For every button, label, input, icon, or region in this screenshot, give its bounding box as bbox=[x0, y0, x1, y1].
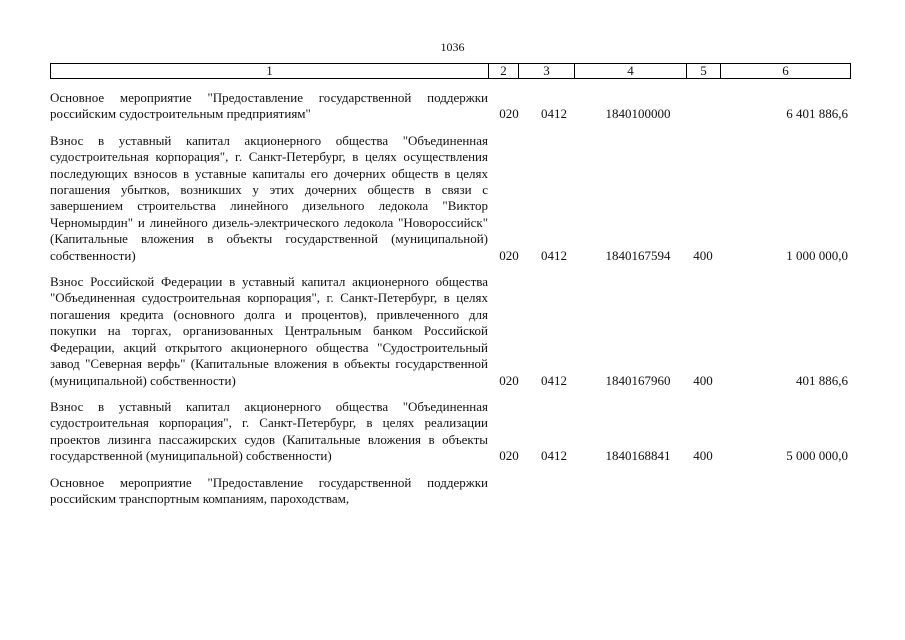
row-description: Взнос Российской Федерации в уставный капитал акционерного общества "Объединенная судостроительная корпорация", г. Санкт-Петербург, в целях погашения кредита (основного долга и процентов), привлеченного для покупки на торгах, организованных Центральным банком Российской Федерации, акций открытого акционерного общества "Судостроительный завод "Северная верфь" (Капитальные вложения в объекты государственной (муниципальной) собственности) bbox=[50, 274, 488, 388]
table-row bbox=[50, 274, 850, 389]
page-number: 1036 bbox=[440, 40, 465, 54]
table-row bbox=[50, 133, 850, 264]
row-amount: 5 000 000,0 bbox=[786, 448, 848, 464]
row-expense-type: 400 bbox=[693, 372, 713, 388]
row-section-code: 0412 bbox=[541, 247, 567, 263]
table-row bbox=[50, 90, 850, 123]
row-amount: 1 000 000,0 bbox=[786, 247, 848, 263]
column-header-2: 2 bbox=[489, 64, 519, 79]
row-description: Взнос в уставный капитал акционерного общества "Объединенная судостроительная корпорация", г. Санкт-Петербург, в целях осуществления последующих взносов в уставные капиталы его дочерних обществ в целях погашения убытков, возникших у этих дочерних обществ в связи с завершением строительства линейного дизельного ледокола "Виктор Черномырдин" и линейного дизель-электрического ледокола "Новороссийск" (Капитальные вложения в объекты государственной (муниципальной) собственности) bbox=[50, 132, 488, 263]
row-ministry-code: 020 bbox=[499, 372, 519, 388]
column-header-table bbox=[50, 63, 851, 79]
column-header-row bbox=[51, 64, 851, 79]
row-ministry-code: 020 bbox=[499, 247, 519, 263]
row-expense-type: 400 bbox=[693, 247, 713, 263]
row-ministry-code: 020 bbox=[499, 448, 519, 464]
row-section-code: 0412 bbox=[541, 106, 567, 122]
table-row bbox=[50, 399, 850, 465]
row-expense-type: 400 bbox=[693, 448, 713, 464]
row-amount: 6 401 886,6 bbox=[786, 106, 848, 122]
row-section-code: 0412 bbox=[541, 448, 567, 464]
row-section-code: 0412 bbox=[541, 372, 567, 388]
row-description: Основное мероприятие "Предоставление государственной поддержки российским судостроительным предприятиям" bbox=[50, 90, 488, 122]
column-header-1: 1 bbox=[51, 64, 489, 79]
row-description: Основное мероприятие "Предоставление государственной поддержки российским транспортным компаниям, пароходствам, bbox=[50, 474, 488, 506]
column-header-4: 4 bbox=[575, 64, 687, 79]
row-description: Взнос в уставный капитал акционерного общества "Объединенная судостроительная корпорация", г. Санкт-Петербург, в целях реализации проектов лизинга пассажирских судов (Капитальные вложения в объекты государственной (муниципальной) собственности) bbox=[50, 398, 488, 464]
column-header-6: 6 bbox=[721, 64, 851, 79]
row-target-code: 1840167960 bbox=[605, 372, 671, 388]
column-header-3: 3 bbox=[519, 64, 575, 79]
table-row bbox=[50, 475, 850, 508]
row-target-code: 1840167594 bbox=[605, 247, 671, 263]
row-target-code: 1840100000 bbox=[605, 106, 671, 122]
budget-rows bbox=[50, 90, 850, 517]
row-target-code: 1840168841 bbox=[605, 448, 671, 464]
row-ministry-code: 020 bbox=[499, 106, 519, 122]
column-header-5: 5 bbox=[687, 64, 721, 79]
row-amount: 401 886,6 bbox=[796, 372, 848, 388]
